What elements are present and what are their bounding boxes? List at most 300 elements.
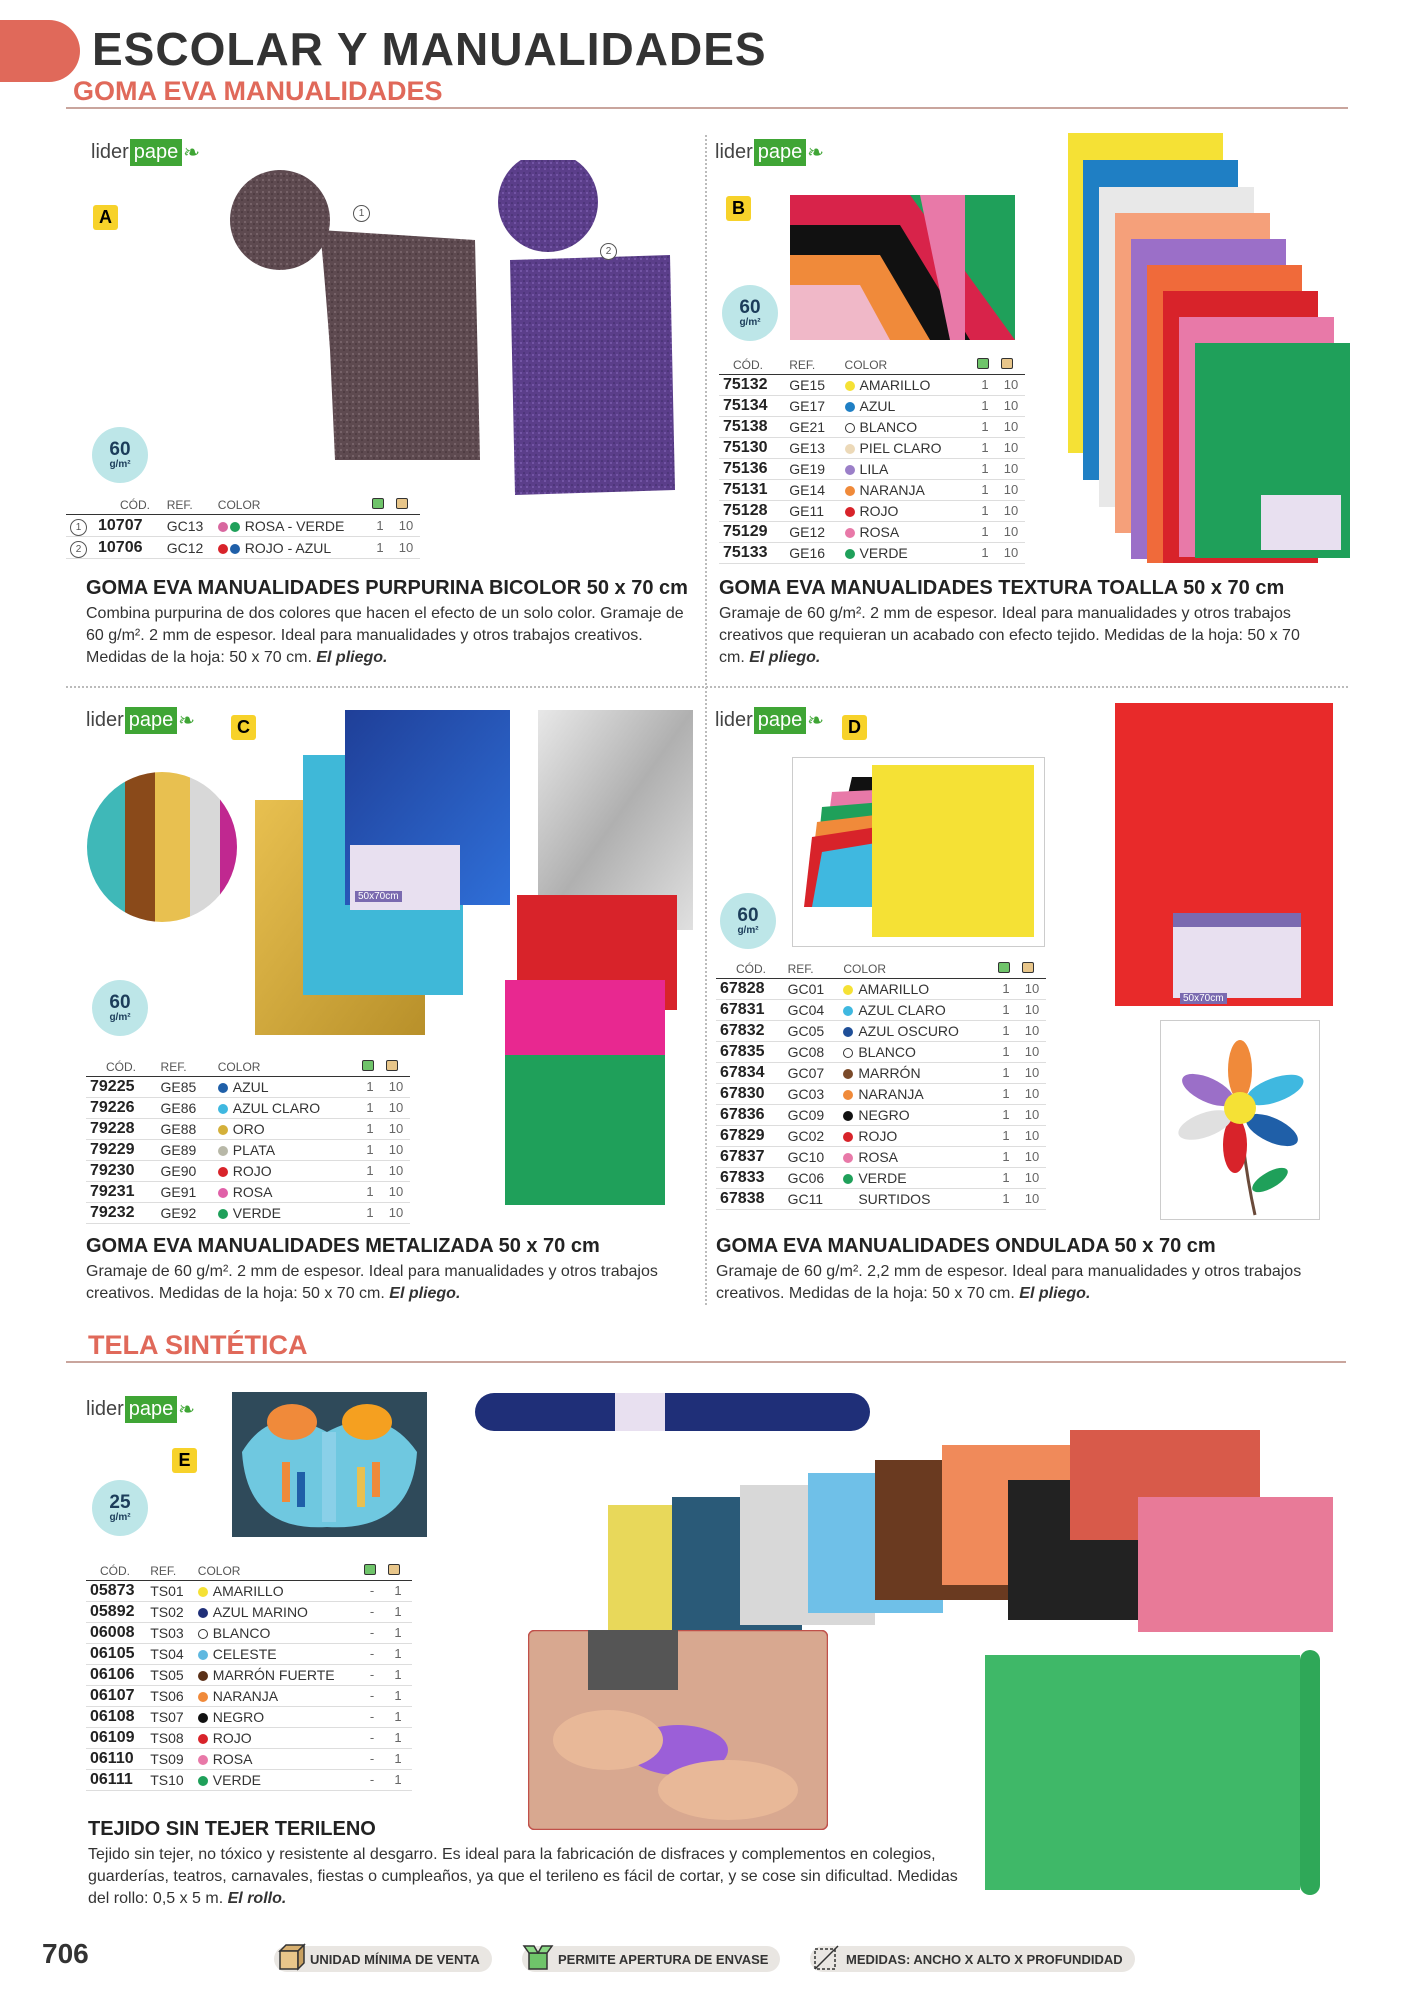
grammage-unit: g/m² [109,1511,131,1523]
row-qty-open: 1 [358,1203,382,1224]
product-title: GOMA EVA MANUALIDADES PURPURINA BICOLOR 50 x 70 cm [86,577,688,599]
row-ref: GC03 [784,1084,840,1105]
min-unit-icon [1022,962,1034,973]
leaf-icon: ❧ [178,710,196,732]
row-ref: GE88 [157,1119,214,1140]
section-divider [66,107,1348,109]
col-header-cod: CÓD. [86,1058,157,1077]
leaf-icon: ❧ [807,142,825,164]
color-dot [845,444,855,454]
row-ref: GE17 [785,396,840,417]
color-dot [843,1069,853,1079]
grammage-unit: g/m² [737,924,759,936]
row-cod: 75133 [719,543,785,564]
min-unit-icon [396,498,408,509]
color-dot [198,1755,208,1765]
product-badge: E [172,1448,197,1473]
table-row [86,1728,412,1749]
grammage-unit: g/m² [109,458,131,470]
table-row [716,979,1046,1000]
row-cod: 67831 [716,1000,784,1021]
row-cod: 10707 [94,515,163,537]
row-cod: 75134 [719,396,785,417]
color-dot [218,544,228,554]
flower-craft-image [1160,1020,1320,1220]
row-color: SURTIDOS [858,1191,931,1207]
col-header-color: COLOR [194,1562,360,1581]
row-color: ROJO [212,1730,252,1746]
fabric-rolls-image [470,1385,1340,1645]
min-unit-icon [386,1060,398,1071]
row-qty-min: 10 [1018,1063,1046,1084]
row-ref: GE19 [785,459,840,480]
brand-logo [715,707,824,734]
color-dot [843,1174,853,1184]
col-header-cod: CÓD. [94,496,163,515]
row-color: PLATA [232,1142,276,1158]
grammage-badge [722,285,778,341]
row-qty-open: - [360,1623,384,1644]
row-qty-open: - [360,1602,384,1623]
row-divider [66,686,1348,688]
description-text: Gramaje de 60 g/m². 2 mm de espesor. Ideal para manualidades y otros trabajos creativos. Medidas de la hoja: 50 x 70 cm. [86,1263,658,1302]
row-color: BLANCO [858,1044,916,1060]
row-color: ROJO [859,503,899,519]
table-row [716,1021,1046,1042]
row-cod: 79231 [86,1182,157,1203]
row-color: NEGRO [858,1107,910,1123]
legend-open-pack [522,1946,780,1972]
color-dot [845,486,855,496]
row-qty-min: 10 [997,375,1025,396]
row-qty-min: 1 [384,1602,412,1623]
color-dot [198,1671,208,1681]
product-c-swatch-image [85,770,240,925]
description-unit: El pliego. [749,649,821,666]
product-b-sheets-image [1065,133,1350,563]
row-ref: GC09 [784,1105,840,1126]
product-table [86,1058,410,1224]
brand-name-box: pape [754,139,807,166]
row-qty-open: 1 [973,438,997,459]
row-color: ROSA [858,1149,899,1165]
legend-text: UNIDAD MÍNIMA DE VENTA [310,1951,480,1967]
product-badge: B [726,196,751,221]
grammage-value: 60 [737,904,759,926]
table-row [86,1665,412,1686]
product-badge: A [93,205,118,230]
description-text: Gramaje de 60 g/m². 2 mm de espesor. Ideal para manualidades y otros trabajos creativos que requieran un acabado con efecto tejido. Medidas de la hoja: 50 x 70 cm. [719,605,1300,666]
table-row [719,459,1025,480]
col-header-color: COLOR [839,960,994,979]
table-row [716,1000,1046,1021]
row-qty-open: 1 [973,480,997,501]
row-qty-min: 1 [384,1749,412,1770]
row-cod: 06105 [86,1644,146,1665]
brand-name: lider [715,141,753,163]
row-marker: 2 [70,541,87,558]
product-table [719,356,1025,564]
product-table [66,496,420,559]
color-dot [845,423,855,433]
row-cod: 75131 [719,480,785,501]
grammage-badge [92,427,148,483]
row-qty-min: 10 [382,1077,410,1098]
grammage-value: 25 [109,1491,131,1513]
row-ref: TS10 [146,1770,194,1791]
table-row [86,1182,410,1203]
row-qty-min: 1 [384,1686,412,1707]
color-dot [230,522,240,532]
row-color: AZUL [859,398,896,414]
row-color: LILA [859,461,889,477]
grammage-value: 60 [109,991,131,1013]
product-title: GOMA EVA MANUALIDADES TEXTURA TOALLA 50 x 70 cm [719,577,1285,599]
row-qty-min: 10 [382,1140,410,1161]
row-color: VERDE [232,1205,281,1221]
row-cod: 06110 [86,1749,146,1770]
row-cod: 79230 [86,1161,157,1182]
row-cod: 06111 [86,1770,146,1791]
row-qty-open: 1 [994,1021,1018,1042]
row-cod: 67829 [716,1126,784,1147]
dimensions-icon [810,1941,844,1975]
min-unit-icon [388,1564,400,1575]
product-title: GOMA EVA MANUALIDADES METALIZADA 50 x 70 cm [86,1235,600,1257]
row-qty-open: 1 [994,1084,1018,1105]
row-qty-open: - [360,1686,384,1707]
row-ref: GC01 [784,979,840,1000]
open-pack-icon [998,962,1010,973]
row-color: ROJO - AZUL [244,539,332,556]
product-badge: C [231,715,256,740]
leaf-icon: ❧ [807,710,825,732]
row-qty-min: 10 [1018,1042,1046,1063]
legend-dimensions [810,1946,1135,1972]
row-marker: 1 [70,519,87,536]
brand-logo [91,139,200,166]
row-ref: GE16 [785,543,840,564]
row-ref: TS04 [146,1644,194,1665]
row-ref: TS09 [146,1749,194,1770]
col-header-ref: REF. [163,496,214,515]
row-ref: GC04 [784,1000,840,1021]
row-qty-open: 1 [994,1147,1018,1168]
row-qty-open: - [360,1644,384,1665]
row-cod: 75138 [719,417,785,438]
row-cod: 67835 [716,1042,784,1063]
description-text: Combina purpurina de dos colores que hacen el efecto de un solo color. Gramaje de 60 g/m². 2 mm de espesor. Ideal para manualidades y otros trabajos creativos. Medidas de la hoja: 50 x 70 cm. [86,605,684,666]
row-color: PIEL CLARO [859,440,942,456]
row-color: AMARILLO [858,981,930,997]
row-ref: GC13 [163,515,214,537]
color-dot [218,1188,228,1198]
row-qty-min: 10 [382,1098,410,1119]
open-pack-icon [362,1060,374,1071]
row-color: BLANCO [859,419,918,435]
grammage-badge [92,1480,148,1536]
color-dot [845,402,855,412]
row-qty-min: 10 [1018,1084,1046,1105]
color-dot [198,1692,208,1702]
description-unit: El pliego. [316,649,388,666]
row-qty-min: 10 [392,537,420,559]
row-cod: 67838 [716,1189,784,1210]
color-dot [198,1734,208,1744]
table-row [86,1140,410,1161]
col-header-cod: CÓD. [86,1562,146,1581]
row-color: AZUL [232,1079,269,1095]
color-dot [843,1048,853,1058]
row-qty-open: - [360,1728,384,1749]
table-row [66,537,420,559]
col-header-color: COLOR [214,496,368,515]
table-row [86,1098,410,1119]
table-row [716,1168,1046,1189]
pack-label: 50x70cm [355,891,402,902]
grammage-unit: g/m² [739,316,761,328]
row-ref: GE15 [785,375,840,396]
row-qty-open: 1 [973,501,997,522]
table-row [719,480,1025,501]
row-qty-open: 1 [368,515,392,537]
row-qty-open: 1 [994,1063,1018,1084]
row-ref: TS08 [146,1728,194,1749]
row-cod: 06108 [86,1707,146,1728]
brand-logo [715,139,824,166]
col-header-ref: REF. [784,960,840,979]
row-ref: GE12 [785,522,840,543]
row-qty-open: 1 [358,1182,382,1203]
row-color: NEGRO [212,1709,265,1725]
row-qty-open: 1 [994,1000,1018,1021]
table-row [86,1770,412,1791]
table-row [86,1581,412,1602]
row-ref: GE11 [785,501,840,522]
row-ref: GC08 [784,1042,840,1063]
color-dot [198,1608,208,1618]
col-header-ref: REF. [146,1562,194,1581]
row-qty-open: - [360,1749,384,1770]
row-ref: GC12 [163,537,214,559]
table-row [719,417,1025,438]
page-title: ESCOLAR Y MANUALIDADES [92,23,767,75]
color-dot [843,985,853,995]
row-qty-min: 10 [997,396,1025,417]
row-qty-min: 10 [997,459,1025,480]
row-ref: GE85 [157,1077,214,1098]
column-divider [705,135,707,1305]
row-ref: GC11 [784,1189,840,1210]
row-ref: GE90 [157,1161,214,1182]
row-qty-open: - [360,1665,384,1686]
product-d-swatch-image [792,757,1045,947]
col-header-color: COLOR [841,356,973,375]
row-qty-min: 10 [997,522,1025,543]
row-qty-min: 10 [997,438,1025,459]
row-color: AZUL OSCURO [858,1023,959,1039]
color-dot [218,1104,228,1114]
row-ref: TS05 [146,1665,194,1686]
row-qty-open: 1 [994,1126,1018,1147]
table-row [719,438,1025,459]
brand-name: lider [86,1398,124,1420]
description-text: Tejido sin tejer, no tóxico y resistente al desgarro. Es ideal para la fabricación de disfraces y complementos en colegios, guarderías, teatros, carnavales, fiestas o cumpleaños, ya que el terileno es fácil de cortar, y se cose sin dificultad. Medidas del rollo: 0,5 x 5 m. [88,1846,958,1907]
row-cod: 06107 [86,1686,146,1707]
row-qty-open: 1 [358,1140,382,1161]
brand-name: lider [715,709,753,731]
row-ref: TS01 [146,1581,194,1602]
col-header-cod: CÓD. [716,960,784,979]
row-cod: 67828 [716,979,784,1000]
row-qty-open: 1 [973,375,997,396]
product-table [86,1562,412,1791]
color-dot [198,1629,208,1639]
table-row [66,515,420,537]
table-row [716,1147,1046,1168]
col-header-ref: REF. [785,356,840,375]
row-cod: 06008 [86,1623,146,1644]
grammage-value: 60 [739,296,761,318]
legend-text: MEDIDAS: ANCHO X ALTO X PROFUNDIDAD [846,1951,1123,1967]
row-qty-open: 1 [973,417,997,438]
row-qty-open: 1 [994,1189,1018,1210]
row-qty-open: 1 [994,1168,1018,1189]
row-cod: 67834 [716,1063,784,1084]
row-qty-open: - [360,1770,384,1791]
row-color: ORO [232,1121,265,1137]
color-dot [198,1587,208,1597]
description-unit: El pliego. [1019,1285,1091,1302]
row-cod: 79232 [86,1203,157,1224]
row-qty-min: 1 [384,1623,412,1644]
product-description [719,603,1329,669]
row-cod: 75132 [719,375,785,396]
color-dot [845,549,855,559]
row-cod: 79225 [86,1077,157,1098]
description-unit: El rollo. [227,1890,287,1907]
table-row [719,522,1025,543]
leaf-icon: ❧ [183,142,201,164]
min-unit-icon [1001,358,1013,369]
row-color: CELESTE [212,1646,277,1662]
row-color: AMARILLO [212,1583,284,1599]
row-qty-open: 1 [973,459,997,480]
row-qty-min: 10 [392,515,420,537]
table-row [716,1189,1046,1210]
color-dot [845,381,855,391]
color-dot-empty [843,1195,853,1205]
color-dot [845,528,855,538]
color-dot [218,1083,228,1093]
row-cod: 75129 [719,522,785,543]
product-description [86,1261,696,1305]
row-qty-min: 10 [1018,1126,1046,1147]
row-qty-min: 10 [1018,1189,1046,1210]
row-qty-min: 10 [382,1182,410,1203]
row-color: MARRÓN [858,1065,921,1081]
row-color: AZUL MARINO [212,1604,308,1620]
brand-name-box: pape [125,707,178,734]
row-qty-min: 10 [382,1203,410,1224]
brand-name-box: pape [130,139,183,166]
table-row [86,1161,410,1182]
row-qty-open: 1 [973,543,997,564]
row-color: NARANJA [858,1086,924,1102]
row-ref: TS03 [146,1623,194,1644]
leaf-icon: ❧ [178,1399,196,1421]
image-label-2: 2 [600,243,617,260]
box-icon [274,1941,308,1975]
row-qty-min: 10 [382,1119,410,1140]
table-row [86,1644,412,1665]
table-row [716,1126,1046,1147]
row-cod: 67833 [716,1168,784,1189]
color-dot [843,1153,853,1163]
table-row [716,1105,1046,1126]
row-ref: GC06 [784,1168,840,1189]
color-dot [845,465,855,475]
legend-text: PERMITE APERTURA DE ENVASE [558,1951,769,1967]
butterfly-craft-image [232,1392,427,1537]
row-qty-open: 1 [368,537,392,559]
open-pack-icon [372,498,384,509]
row-ref: GC07 [784,1063,840,1084]
row-qty-min: 1 [384,1728,412,1749]
table-row [719,501,1025,522]
header-tab-decoration [0,20,80,82]
row-ref: GE21 [785,417,840,438]
row-cod: 75130 [719,438,785,459]
color-dot [843,1111,853,1121]
row-cod: 67832 [716,1021,784,1042]
table-row [719,375,1025,396]
row-ref: GC02 [784,1126,840,1147]
row-cod: 06106 [86,1665,146,1686]
table-row [716,1042,1046,1063]
row-color: VERDE [858,1170,907,1186]
open-pack-icon [364,1564,376,1575]
row-cod: 75136 [719,459,785,480]
page-number: 706 [42,1938,89,1969]
row-ref: GE91 [157,1182,214,1203]
row-qty-open: 1 [358,1119,382,1140]
image-label-1: 1 [353,205,370,222]
product-b-swatch-image [790,195,1015,340]
product-title: GOMA EVA MANUALIDADES ONDULADA 50 x 70 cm [716,1235,1216,1257]
row-qty-open: 1 [994,1105,1018,1126]
table-row [86,1623,412,1644]
row-ref: TS07 [146,1707,194,1728]
color-dot [843,1090,853,1100]
color-dot [843,1132,853,1142]
color-dot [218,522,228,532]
row-color: VERDE [859,545,908,561]
row-qty-open: - [360,1581,384,1602]
row-color: MARRÓN FUERTE [212,1667,335,1683]
table-row [86,1707,412,1728]
col-header-color: COLOR [214,1058,358,1077]
description-text: Gramaje de 60 g/m². 2,2 mm de espesor. Ideal para manualidades y otros trabajos creativos. Medidas de la hoja: 50 x 70 cm. [716,1263,1302,1302]
row-qty-open: 1 [994,979,1018,1000]
row-cod: 79228 [86,1119,157,1140]
product-badge: D [842,715,867,740]
row-cod: 67837 [716,1147,784,1168]
row-qty-open: 1 [973,396,997,417]
description-unit: El pliego. [389,1285,461,1302]
brand-name: lider [86,709,124,731]
table-row [86,1602,412,1623]
